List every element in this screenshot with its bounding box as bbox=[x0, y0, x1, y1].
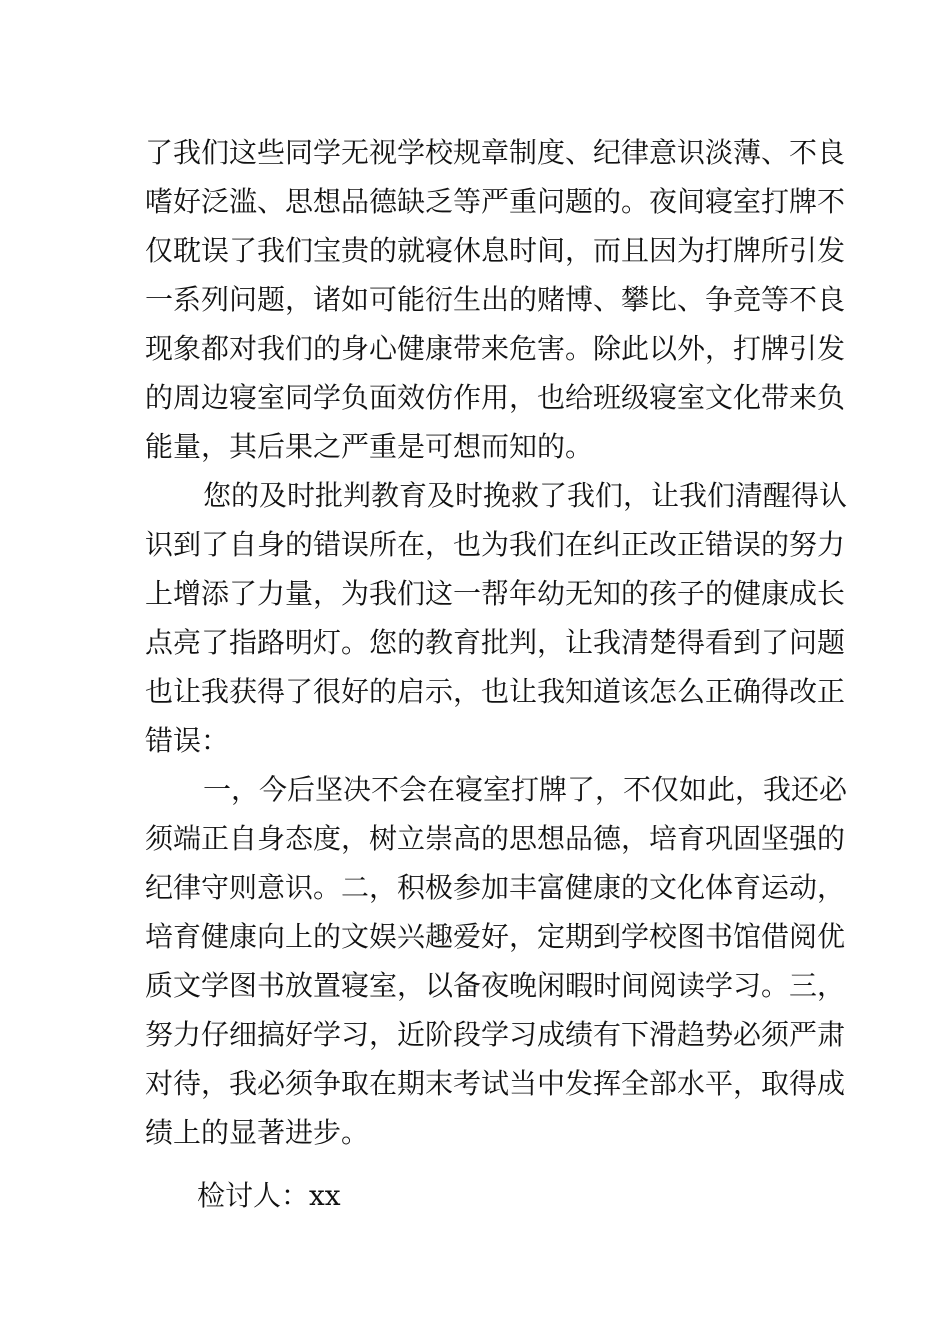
paragraph-line: 能量，其后果之严重是可想而知的。 bbox=[145, 430, 594, 463]
paragraph-line: 错误： bbox=[145, 724, 230, 757]
paragraph-3 bbox=[145, 765, 848, 1157]
paragraph-line: 对待，我必须争取在期末考试当中发挥全部水平，取得成 bbox=[145, 1067, 846, 1100]
paragraph-line: 仅耽误了我们宝贵的就寝休息时间，而且因为打牌所引发 bbox=[145, 234, 846, 267]
paragraph-line: 您的及时批判教育及时挽救了我们，让我们清醒得认 bbox=[203, 479, 848, 512]
paragraph-line: 须端正自身态度，树立崇高的思想品德，培育巩固坚强的 bbox=[145, 822, 846, 855]
document-body bbox=[145, 128, 848, 1157]
paragraph-line: 的周边寝室同学负面效仿作用，也给班级寝室文化带来负 bbox=[145, 381, 846, 414]
paragraph-line: 一系列问题，诸如可能衍生出的赌博、攀比、争竞等不良 bbox=[145, 283, 846, 316]
paragraph-line: 纪律守则意识。二，积极参加丰富健康的文化体育运动， bbox=[145, 871, 846, 904]
paragraph-line: 培育健康向上的文娱兴趣爱好，定期到学校图书馆借阅优 bbox=[145, 920, 846, 953]
paragraph-line: 识到了自身的错误所在，也为我们在纠正改正错误的努力 bbox=[145, 528, 846, 561]
paragraph-1 bbox=[145, 128, 846, 471]
paragraph-line: 一，今后坚决不会在寝室打牌了，不仅如此，我还必 bbox=[203, 773, 848, 806]
paragraph-line: 也让我获得了很好的启示，也让我知道该怎么正确得改正 bbox=[145, 675, 846, 708]
paragraph-line: 嗜好泛滥、思想品德缺乏等严重问题的。夜间寝室打牌不 bbox=[145, 185, 846, 218]
paragraph-line: 努力仔细搞好学习，近阶段学习成绩有下滑趋势必须严肃 bbox=[145, 1018, 846, 1051]
paragraph-2 bbox=[145, 471, 848, 765]
paragraph-line: 了我们这些同学无视学校规章制度、纪律意识淡薄、不良 bbox=[145, 136, 846, 169]
paragraph-line: 现象都对我们的身心健康带来危害。除此以外，打牌引发 bbox=[145, 332, 846, 365]
paragraph-line: 点亮了指路明灯。您的教育批判，让我清楚得看到了问题 bbox=[145, 626, 846, 659]
paragraph-line: 质文学图书放置寝室，以备夜晚闲暇时间阅读学习。三， bbox=[145, 969, 846, 1002]
signature: 检讨人：xx bbox=[197, 1179, 341, 1212]
paragraph-line: 上增添了力量，为我们这一帮年幼无知的孩子的健康成长 bbox=[145, 577, 846, 610]
paragraph-line: 绩上的显著进步。 bbox=[145, 1116, 370, 1149]
